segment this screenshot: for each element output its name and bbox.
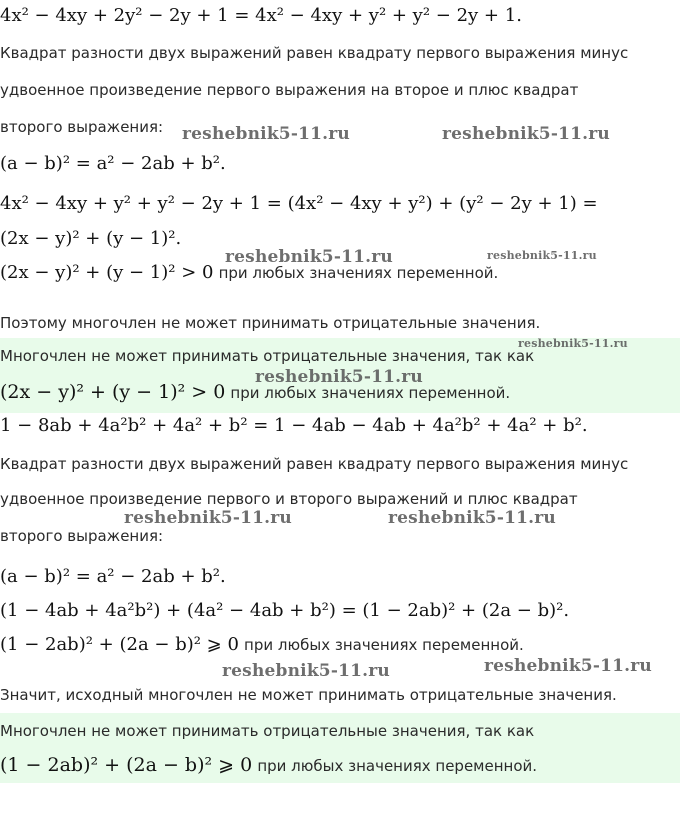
rule-text-1b: удвоенное произведение первого выражения на второе и плюс квадрат — [0, 81, 579, 99]
watermark: reshebnik5-11.ru — [124, 508, 292, 528]
answer-text-1: Многочлен не может принимать отрицательные значения, так как — [0, 347, 535, 365]
watermark: reshebnik5-11.ru — [222, 661, 390, 681]
answer-tail-1: при любых значениях переменной. — [230, 384, 511, 402]
answer-math-1: (2x − y)² + (y − 1)² > 0 — [0, 381, 226, 403]
group-line-1b: (2x − y)² + (y − 1)². — [0, 228, 182, 249]
watermark: reshebnik5-11.ru — [518, 337, 628, 350]
formula-1: (a − b)² = a² − 2ab + b². — [0, 153, 226, 174]
formula-2: (a − b)² = a² − 2ab + b². — [0, 566, 226, 587]
watermark: reshebnik5-11.ru — [182, 124, 350, 144]
inequality-text-1: при любых значениях переменной. — [218, 264, 499, 282]
inequality-math-2: (1 − 2ab)² + (2a − b)² ⩾ 0 — [0, 634, 239, 655]
rule-text-2a: Квадрат разности двух выражений равен квадрату первого выражения минус — [0, 455, 629, 473]
answer-text-2: Многочлен не может принимать отрицательные значения, так как — [0, 722, 535, 740]
expand-line-1: 4x² − 4xy + 2y² − 2y + 1 = 4x² − 4xy + y² + y² − 2y + 1. — [0, 5, 522, 26]
watermark: reshebnik5-11.ru — [442, 124, 610, 144]
group-line-1a: 4x² − 4xy + y² + y² − 2y + 1 = (4x² − 4xy + y²) + (y² − 2y + 1) = — [0, 193, 598, 214]
expand-line-2: 1 − 8ab + 4a²b² + 4a² + b² = 1 − 4ab − 4ab + 4a²b² + 4a² + b². — [0, 415, 588, 436]
answer-line-2 — [0, 754, 537, 776]
rule-text-2c: второго выражения: — [0, 527, 164, 545]
answer-tail-2: при любых значениях переменной. — [257, 757, 538, 775]
watermark: reshebnik5-11.ru — [484, 656, 652, 676]
rule-text-1c: второго выражения: — [0, 118, 164, 136]
watermark: reshebnik5-11.ru — [255, 367, 423, 387]
rule-text-1a: Квадрат разности двух выражений равен квадрату первого выражения минус — [0, 44, 629, 62]
inequality-text-2: при любых значениях переменной. — [244, 636, 524, 654]
inequality-math-1: (2x − y)² + (y − 1)² > 0 — [0, 262, 214, 283]
answer-math-2: (1 − 2ab)² + (2a − b)² ⩾ 0 — [0, 754, 253, 776]
group-line-2: (1 − 4ab + 4a²b²) + (4a² − 4ab + b²) = (1 − 2ab)² + (2a − b)². — [0, 600, 570, 621]
watermark: reshebnik5-11.ru — [487, 249, 597, 262]
conclusion-2: Значит, исходный многочлен не может принимать отрицательные значения. — [0, 686, 617, 704]
inequality-line-2 — [0, 634, 524, 655]
watermark: reshebnik5-11.ru — [388, 508, 556, 528]
rule-text-2b: удвоенное произведение первого и второго выражений и плюс квадрат — [0, 490, 578, 508]
conclusion-1: Поэтому многочлен не может принимать отрицательные значения. — [0, 314, 541, 332]
watermark: reshebnik5-11.ru — [225, 247, 393, 267]
